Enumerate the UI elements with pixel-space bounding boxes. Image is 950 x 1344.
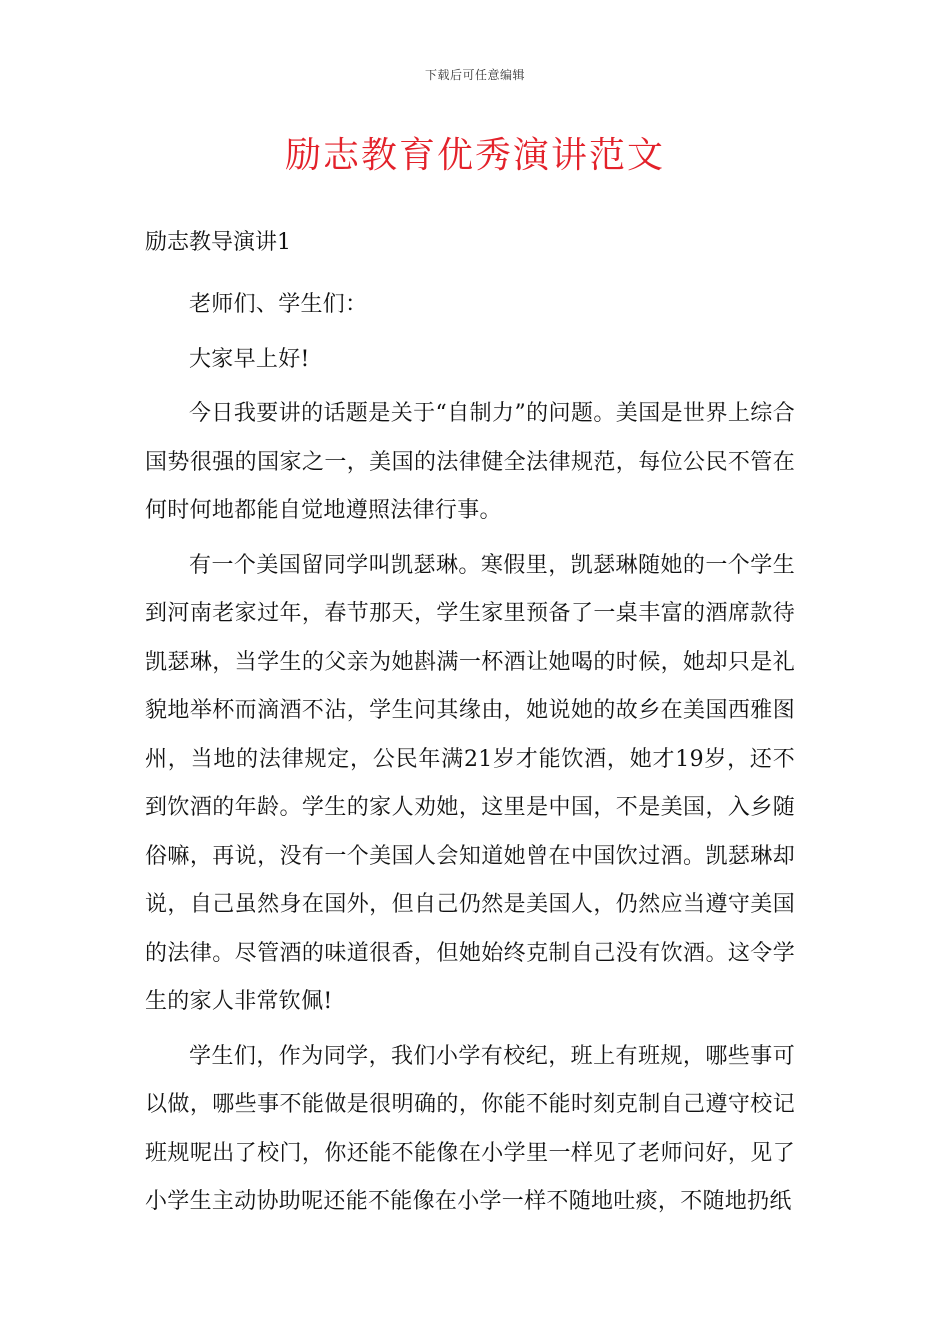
paragraph-salutation: 老师们、学生们： <box>189 292 368 317</box>
paragraph-students: 学生们，作为同学，我们小学有校纪，班上有班规，哪些事可以做，哪些事不能做是很明确的，你能不能时刻克制自己遵守校记班规呢出了校门，你还能不能像在小学里一样见了老师问好，见了小学生主动协助呢还能不能像在小学一样不随地吐痰，不随地扔纸 <box>145 1043 795 1214</box>
paragraph-topic: 今日我要讲的话题是关于“自制力”的问题。美国是世界上综合国势很强的国家之一，美国的法律健全法律规范，每位公民不管在何时何地都能自觉地遵照法律行事。 <box>145 401 795 523</box>
document-title: 励志教育优秀演讲范文 <box>284 135 665 176</box>
document-body <box>145 228 795 1227</box>
header-note: 下载后可任意编辑 <box>424 68 525 82</box>
paragraph-greeting: 大家早上好! <box>189 346 310 372</box>
paragraph-story: 有一个美国留同学叫凯瑟琳。寒假里，凯瑟琳随她的一个学生到河南老家过年，春节那天，学生家里预备了一桌丰富的酒席款待凯瑟琳，当学生的父亲为她斟满一杯酒让她喝的时候，她却只是礼貌地举杯而滴酒不沾，学生问其缘由，她说她的故乡在美国西雅图州，当地的法律规定，公民年满21岁才能饮酒，她才19岁，还不到饮酒的年龄。学生的家人劝她，这里是中国，不是美国，入乡随俗嘛，再说，没有一个美国人会知道她曾在中国饮过酒。凯瑟琳却说，自己虽然身在国外，但自己仍然是美国人，仍然应当遵守美国的法律。尽管酒的味道很香，但她始终克制自己没有饮酒。这令学生的家人非常钦佩! <box>145 552 795 1014</box>
section-heading: 励志教导演讲1 <box>145 230 291 255</box>
